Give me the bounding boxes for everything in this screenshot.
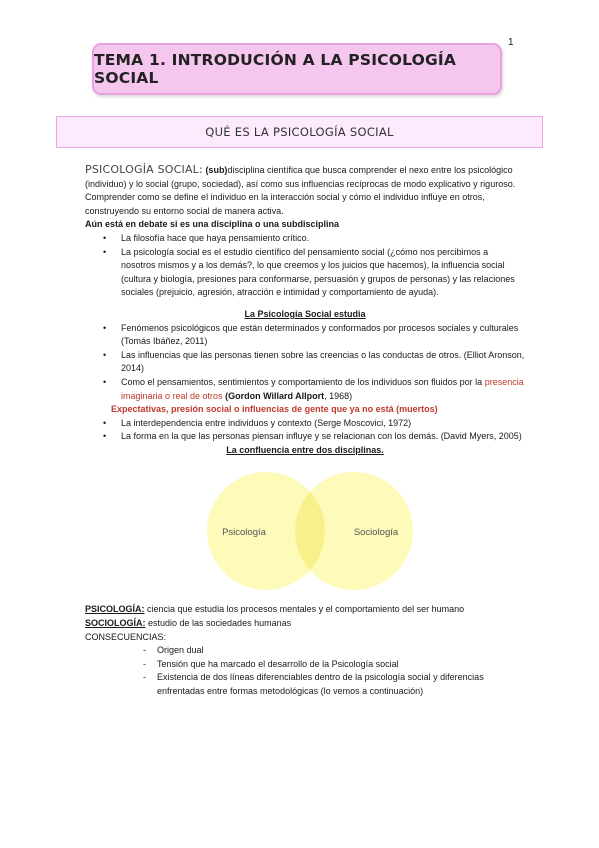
- list-item: [85, 349, 525, 376]
- bullet-list-2: [85, 322, 525, 404]
- list-item: [85, 430, 525, 444]
- list-item-text: La filosofía hace que haya pensamiento crítico.: [121, 232, 310, 243]
- venn-diagram: [85, 465, 525, 597]
- list-item-text: La psicología social es el estudio científico del pensamiento social (¿cómo nos percibimos a nosotros mismos y a los demás?, lo que creemos y los juicios que hacemos), la influencia social (cultura y biología, presiones para conformarse, persuasión y grupos de personas) y las relaciones sociales (prejuicio, agresión, atracción e intimidad y comportamiento de ayuda).: [121, 246, 515, 298]
- debate-line: Aún está en debate si es una disciplina o una subdisciplina: [85, 219, 340, 230]
- list-item: [85, 232, 525, 246]
- venn-left-label: Psicología: [222, 527, 266, 539]
- section-title: QUÉ ES LA PSICOLOGÍA SOCIAL: [205, 125, 394, 139]
- list-item: [85, 322, 525, 349]
- bullet-icon: •: [103, 322, 107, 333]
- consecuencias-list: [85, 644, 525, 698]
- list-item: [85, 658, 525, 672]
- consecuencias-label: CONSECUENCIAS:: [85, 631, 167, 642]
- list-item: [85, 644, 525, 658]
- page-title: TEMA 1. INTRODUCIÓN A LA PSICOLOGÍA SOCIAL: [94, 51, 457, 87]
- list-item-text: La forma en la que las personas piensan influye y se relacionan con los demás. (David Myers, 2005): [121, 431, 522, 442]
- list-item-text: Origen dual: [157, 645, 204, 656]
- sociologia-text: estudio de las sociedades humanas: [145, 618, 292, 629]
- author-year: , 1968): [324, 390, 353, 401]
- intro-label: PSICOLOGÍA SOCIAL:: [85, 163, 203, 176]
- sociologia-label: SOCIOLOGÍA:: [85, 618, 146, 629]
- confluence-title: La confluencia entre dos disciplinas.: [226, 444, 384, 455]
- document-body: [85, 163, 525, 699]
- red-note: Expectativas, presión social o influencias de gente que ya no está (muertos): [111, 404, 438, 415]
- list-item-text: Las influencias que las personas tienen sobre las creencias o las conductas de otros. (Elliot Aronson, 2014): [121, 349, 525, 374]
- intro-prefix: (sub): [205, 165, 228, 175]
- intro-text: disciplina científica que busca comprender el nexo entre los psicológico (individuo) y lo social (grupo, sociedad), así como sus influencias recíprocas de modo explicativo y riguroso.: [85, 165, 516, 189]
- bullet-icon: •: [103, 376, 107, 387]
- bullet-icon: •: [103, 246, 107, 257]
- list-item-text: La interdependencia entre individuos y contexto (Serge Moscovici, 1972): [121, 417, 412, 428]
- list-item: [85, 246, 525, 300]
- estudia-title: La Psicología Social estudia: [244, 308, 366, 319]
- bullet-icon: •: [103, 417, 107, 428]
- list-item: [85, 417, 525, 431]
- sociologia-definition: [85, 617, 525, 631]
- list-item-text: Como el pensamientos, sentimientos y comportamiento de los individuos son fluidos por la: [121, 376, 485, 387]
- bullet-icon: •: [103, 431, 107, 442]
- bullet-list-1: [85, 232, 525, 300]
- venn-right-label: Sociología: [353, 527, 399, 539]
- highlight-red: presencia imaginaria o real de otros: [121, 376, 524, 401]
- psicologia-text: ciencia que estudia los procesos mentales y el comportamiento del ser humano: [144, 604, 465, 615]
- list-item-text: Tensión que ha marcado el desarrollo de la Psicología social: [157, 658, 399, 669]
- dash-icon: -: [143, 658, 146, 669]
- intro-paragraph: [85, 163, 525, 191]
- list-item-text: Existencia de dos líneas diferenciables dentro de la psicología social y diferencias enfrentadas entre formas metodológicas (lo vemos a continuación): [157, 672, 484, 697]
- paragraph-2: Comprender como se define el individuo en la interacción social y cómo el individuo influye en otros, construyendo su entorno social de manera activa.: [85, 192, 485, 216]
- dash-icon: -: [143, 645, 146, 656]
- section-banner: [56, 116, 543, 148]
- psicologia-label: PSICOLOGÍA:: [85, 604, 145, 615]
- bullet-list-3: [85, 417, 525, 444]
- bullet-icon: •: [103, 232, 107, 243]
- list-item: [85, 376, 525, 403]
- psicologia-definition: [85, 603, 525, 617]
- list-item: [85, 671, 525, 698]
- dash-icon: -: [143, 672, 146, 683]
- bullet-icon: •: [103, 349, 107, 360]
- title-banner: [92, 43, 502, 95]
- page-number: 1: [508, 37, 514, 48]
- list-item-text: Fenómenos psicológicos que están determinados y conformados por procesos sociales y culturales (Tomás Ibáñez, 2011): [121, 322, 519, 347]
- author-name: (Gordon Willard Allport: [225, 390, 325, 401]
